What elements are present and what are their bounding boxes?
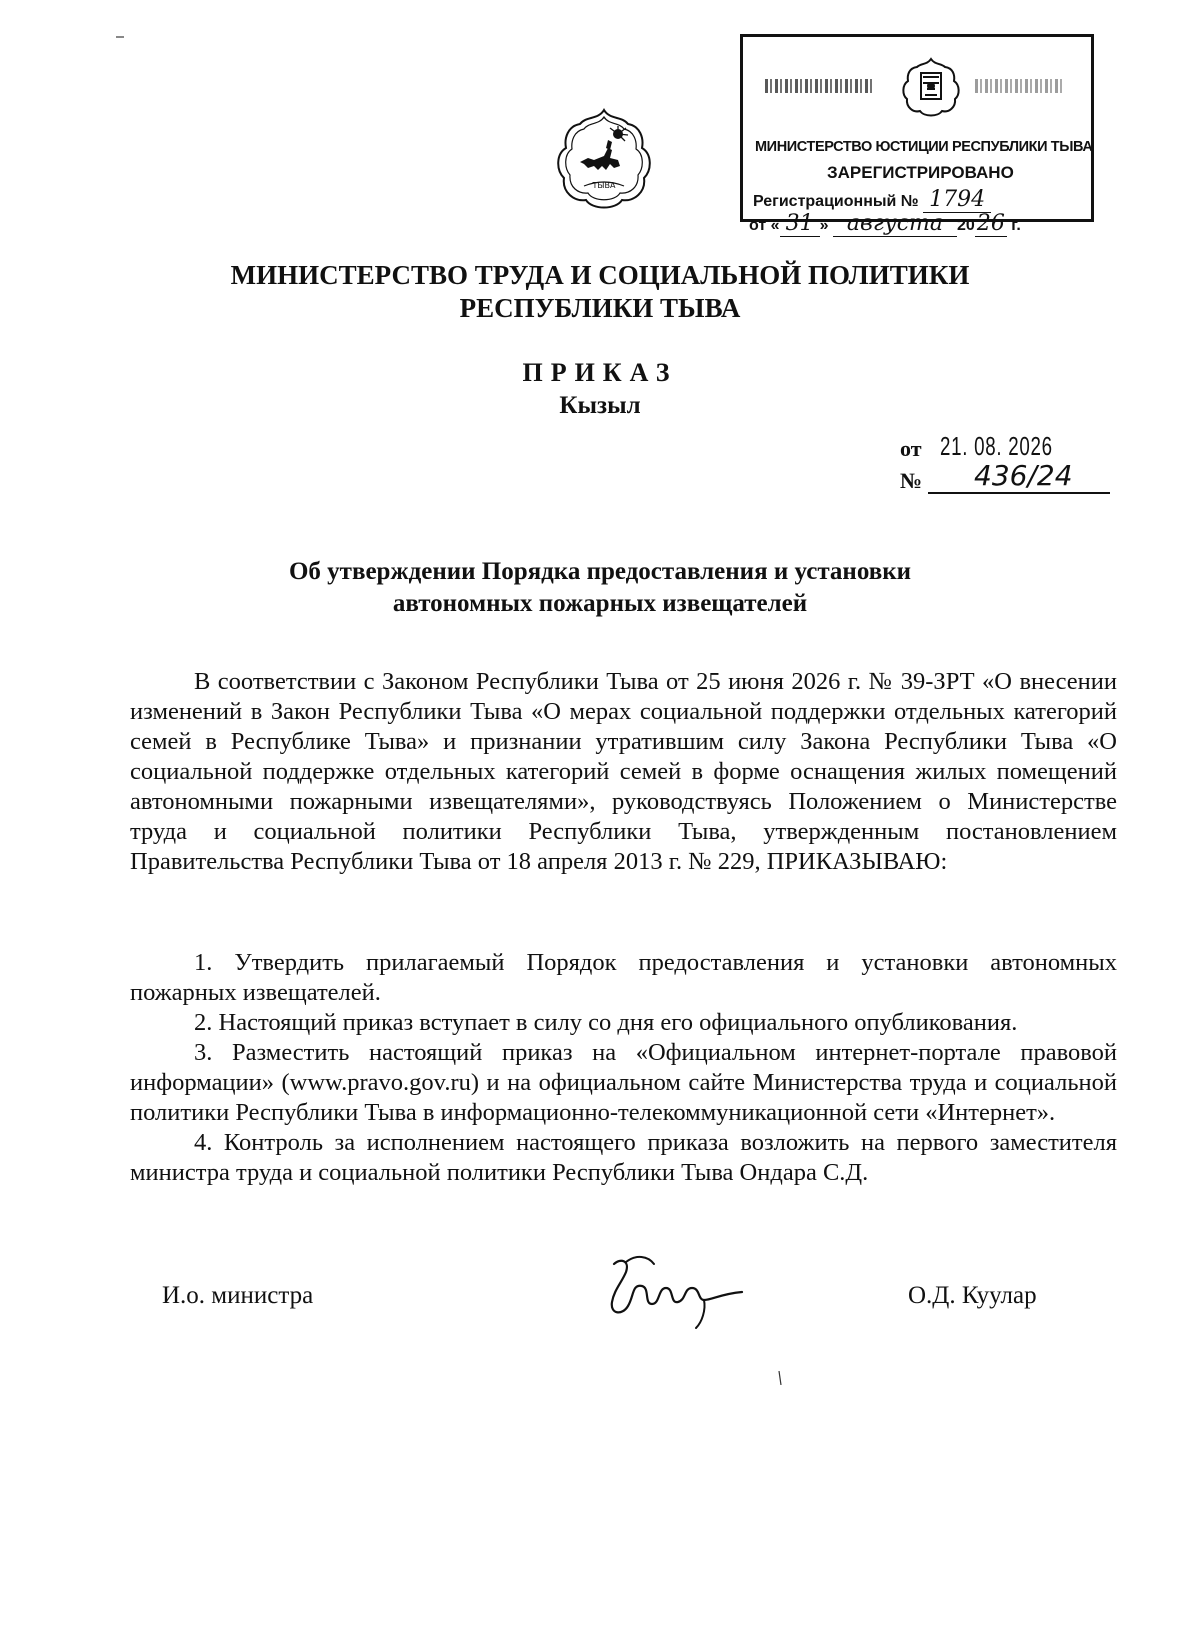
- stamp-reg-number-value: 1794: [923, 187, 991, 213]
- stamp-date-year-suffix: 26: [976, 211, 1005, 236]
- stamp-header: [761, 53, 1081, 125]
- order-date-number: [900, 430, 1110, 494]
- order-item: 4. Контроль за исполнением настоящего приказа возложить на первого заместителя министра труда и социальной политики Республики Тыва Ондара С.Д.: [130, 1129, 1117, 1186]
- order-subject: [0, 556, 1200, 620]
- ministry-title: МИНИСТЕРСТВО ТРУДА И СОЦИАЛЬНОЙ ПОЛИТИКИ: [230, 260, 970, 290]
- preamble-paragraph: В соответствии с Законом Республики Тыва от 25 июня 2026 г. № 39-ЗРТ «О внесении изменений в Закон Республики Тыва «О мерах социальной поддержки отдельных категорий семей в Республике Тыва» и признании утратившим силу Закона Республики Тыва «О социальной поддержке отдельных категорий семей в форме оснащения жилых помещений автономными пожарными извещателями», руководствуясь Положением о Министерстве труда и социальной политики Республики Тыва, утвержденным постановлением Правительства Республики Тыва от 18 апреля 2013 г. № 229, ПРИКАЗЫВАЮ:: [130, 668, 1117, 875]
- document-type: ПРИКАЗ: [522, 358, 678, 387]
- signatory-name: О.Д. Куулар: [908, 1282, 1037, 1309]
- order-number-value: 436/24: [974, 459, 1073, 492]
- stamp-status: ЗАРЕГИСТРИРОВАНО: [827, 163, 1014, 182]
- order-number-row: [900, 459, 1110, 494]
- stamp-date-prefix: от «: [749, 217, 780, 234]
- order-item: 3. Разместить настоящий приказ на «Официальном интернет-портале правовой информации» (www.pravo.gov.ru) и на официальном сайте Министерства труда и социальной политики Республики Тыва в информационно-телекоммуникационной сети «Интернет».: [130, 1039, 1117, 1126]
- stamp-smudge: [765, 79, 873, 93]
- stamp-date-day: 31: [780, 211, 820, 237]
- handwritten-signature: [608, 1250, 748, 1330]
- stamp-emblem-icon: [899, 55, 963, 119]
- order-date-value: 21. 08. 2026: [940, 431, 1053, 461]
- emblem-label: ТЫВА: [592, 181, 616, 190]
- order-items: [130, 948, 1117, 1188]
- stamp-reg-number: [753, 187, 991, 212]
- stamp-ministry: МИНИСТЕРСТВО ЮСТИЦИИ РЕСПУБЛИКИ ТЫВА: [755, 139, 1093, 155]
- order-subject-line1: Об утверждении Порядка предоставления и установки: [288, 558, 912, 585]
- stamp-reg-number-label: Регистрационный №: [753, 193, 919, 210]
- stamp-date-year-prefix: 20: [957, 217, 975, 234]
- document-city: Кызыл: [559, 392, 641, 419]
- coat-of-arms-icon: [548, 104, 660, 216]
- order-number-label: №: [900, 468, 923, 493]
- order-item: 2. Настоящий приказ вступает в силу со дня его официального опубликования.: [194, 1009, 1018, 1036]
- stamp-reg-date: [749, 211, 1021, 236]
- scan-artifact: [116, 36, 124, 38]
- ministry-subtitle: РЕСПУБЛИКИ ТЫВА: [459, 293, 741, 323]
- order-subject-line2: автономных пожарных извещателей: [392, 590, 808, 617]
- stamp-smudge: [975, 79, 1063, 93]
- order-date-row: [900, 430, 1110, 462]
- stamp-date-suffix: г.: [1006, 217, 1021, 234]
- registration-stamp: [740, 34, 1094, 236]
- stamp-date-month: августа: [833, 211, 957, 237]
- stamp-date-sep: »: [819, 217, 829, 234]
- order-date-label: от: [900, 436, 922, 461]
- order-item: 1. Утвердить прилагаемый Порядок предоставления и установки автономных пожарных извещателей.: [130, 949, 1117, 1006]
- signatory-position: И.о. министра: [162, 1282, 314, 1309]
- scan-artifact: [778, 1371, 782, 1385]
- order-number-line: [928, 459, 1110, 494]
